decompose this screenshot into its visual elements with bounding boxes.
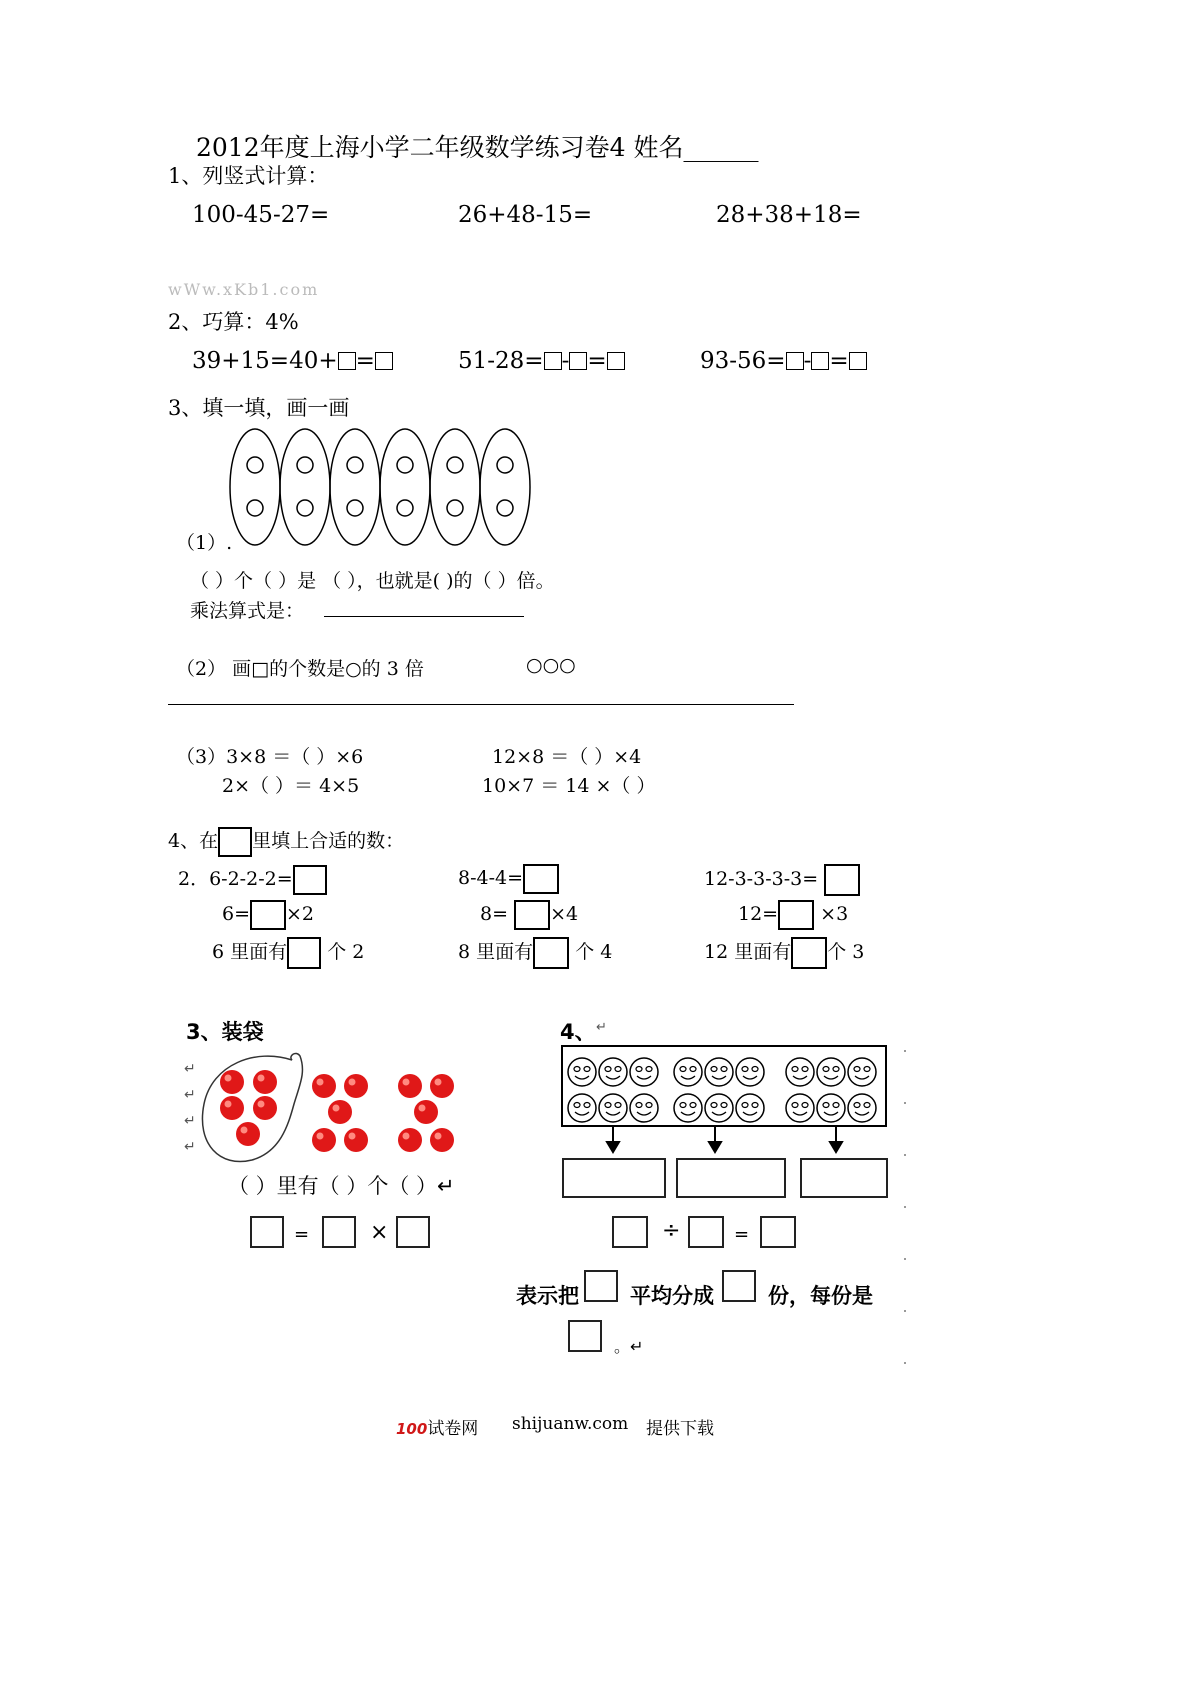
smiley-face-icon — [568, 1058, 596, 1086]
apple-icon — [253, 1096, 277, 1120]
smiley-face-icon — [630, 1058, 658, 1086]
drawing-line[interactable] — [168, 704, 794, 705]
dot — [904, 1154, 906, 1156]
smiley-face-icon — [705, 1058, 733, 1086]
q4-c3-r1-text: 12-3-3-3-3= — [704, 868, 819, 890]
q3-heading: 3、填一填，画一画 — [168, 396, 350, 420]
answer-box[interactable] — [849, 352, 867, 370]
q2-heading: 2、巧算：4% — [168, 310, 299, 334]
q4-c1-r1 — [178, 864, 327, 895]
q4-c2-r2 — [480, 900, 578, 930]
times-sign: × — [370, 1220, 389, 1245]
apple-icon — [312, 1128, 336, 1152]
answer-box[interactable] — [584, 1270, 618, 1302]
q4-c3-r3-post: 个 3 — [827, 941, 865, 963]
page-title: 2012年度上海小学二年级数学练习卷4 姓名______ — [196, 133, 759, 162]
q4-heading-pre: 4、在 — [168, 830, 219, 852]
oval-group — [480, 429, 530, 545]
return-mark: ↵ — [596, 1020, 607, 1035]
answer-box[interactable] — [824, 864, 860, 896]
answer-box[interactable] — [786, 352, 804, 370]
apple-icon — [344, 1074, 368, 1098]
q2-expr-2-text: 51-28= — [458, 348, 544, 374]
smiley-face-icon — [848, 1094, 876, 1122]
q4-c2-r2-post: ×4 — [550, 903, 579, 925]
watermark: wWw.xKb1.com — [168, 280, 320, 299]
q3-p3-d: 10×7 ＝ 14 ×（ ） — [482, 775, 656, 797]
oval-group — [430, 429, 480, 545]
apple-icon — [430, 1128, 454, 1152]
q3-p1-sentence: （ ）个（ ）是 （ ），也就是( )的（ ）倍。 — [190, 570, 555, 592]
dot — [904, 1206, 906, 1208]
apple-icon — [312, 1074, 336, 1098]
smiley-face-icon — [599, 1094, 627, 1122]
ovals-diagram — [226, 426, 536, 550]
equals-sign: = — [355, 348, 375, 374]
q3-p1-mult: 乘法算式是： — [190, 600, 305, 622]
apple-icon — [398, 1128, 422, 1152]
pic4-desc-b: 平均分成 — [630, 1284, 714, 1308]
minus-sign: - — [561, 348, 570, 374]
smiley-face-icon — [736, 1058, 764, 1086]
apple-icon — [344, 1128, 368, 1152]
pic4-label: 4、 — [560, 1020, 596, 1044]
dot — [904, 1258, 906, 1260]
answer-box[interactable] — [250, 900, 286, 930]
smiley-face-icon — [786, 1094, 814, 1122]
pic4-desc-a: 表示把 — [516, 1284, 579, 1308]
arrow-down-icon — [607, 1142, 619, 1152]
equals-sign: = — [294, 1224, 310, 1245]
q4-c3-r1 — [704, 864, 860, 896]
smiley-face-icon — [786, 1058, 814, 1086]
apple-icon — [220, 1096, 244, 1120]
q4-c2-r3 — [458, 937, 612, 969]
apple-icon — [236, 1122, 260, 1146]
group-box[interactable] — [676, 1158, 786, 1198]
q3-p3-a: （3）3×8 ＝（ ）×6 — [176, 746, 364, 768]
arrow-down-icon — [830, 1142, 842, 1152]
apple-icon — [253, 1070, 277, 1094]
answer-box[interactable] — [250, 1216, 284, 1248]
apple-icon — [430, 1074, 454, 1098]
apple-icon — [414, 1100, 438, 1124]
equals-sign: = — [734, 1224, 750, 1245]
q1-expr-2: 26+48-15= — [458, 202, 593, 228]
q4-c1-r3-pre: 6 里面有 — [212, 941, 288, 963]
q2-expr-2 — [458, 348, 625, 374]
q4-c1-r2-post: ×2 — [286, 903, 315, 925]
q4-c2-r3-pre: 8 里面有 — [458, 941, 534, 963]
smiley-face-icon — [674, 1058, 702, 1086]
q1-heading: 1、列竖式计算： — [168, 164, 329, 188]
q4-heading — [168, 826, 404, 857]
faces-diagram — [560, 1044, 890, 1156]
dot — [904, 1362, 906, 1364]
q3-p3-b: 12×8 ＝（ ）×4 — [492, 746, 642, 768]
pic3-sentence: （ ）里有（ ）个（ ）↵ — [228, 1174, 455, 1198]
smiley-face-icon — [674, 1094, 702, 1122]
smiley-face-icon — [568, 1094, 596, 1122]
answer-box[interactable] — [293, 865, 327, 895]
answer-box[interactable] — [523, 864, 559, 894]
smiley-face-icon — [736, 1094, 764, 1122]
footer — [396, 1414, 478, 1439]
smiley-face-icon — [817, 1058, 845, 1086]
apples-diagram — [196, 1046, 466, 1170]
answer-box[interactable] — [688, 1216, 724, 1248]
q4-c2-r3-post: 个 4 — [575, 941, 613, 963]
q2-expr-1 — [192, 348, 393, 374]
q3-p2-circles: ○○○ — [526, 654, 576, 676]
return-marks: ↵ ↵ ↵ ↵ — [184, 1061, 196, 1155]
answer-box[interactable] — [338, 352, 356, 370]
q3-p3-c: 2×（ ）＝ 4×5 — [222, 775, 360, 797]
q4-c1-r3 — [212, 937, 364, 969]
answer-box[interactable] — [568, 1320, 602, 1352]
apples — [220, 1070, 454, 1152]
apple-icon — [328, 1100, 352, 1124]
bag-outline — [202, 1053, 302, 1161]
smiley-face-icon — [599, 1058, 627, 1086]
answer-line[interactable] — [324, 616, 524, 617]
answer-box[interactable] — [612, 1216, 648, 1248]
q4-c1-r2 — [222, 900, 314, 930]
q4-c3-r3 — [704, 937, 864, 969]
pic4-desc-c: 份，每份是 — [768, 1284, 873, 1308]
q2-expr-3 — [700, 348, 867, 374]
answer-box[interactable] — [791, 937, 827, 969]
apple-icon — [398, 1074, 422, 1098]
minus-sign: - — [803, 348, 812, 374]
group-box[interactable] — [800, 1158, 888, 1198]
q4-c2-r2-pre: 8= — [480, 903, 509, 925]
pic4-period: 。↵ — [614, 1337, 644, 1356]
equals-sign: = — [829, 348, 849, 374]
oval-group — [280, 429, 330, 545]
q2-expr-3-text: 93-56= — [700, 348, 786, 374]
q1-expr-3: 28+38+18= — [716, 202, 862, 228]
q1-expr-1: 100-45-27= — [192, 202, 330, 228]
answer-box[interactable] — [778, 900, 814, 930]
q4-c2-r1-text: 8-4-4= — [458, 867, 524, 889]
answer-box[interactable] — [287, 937, 321, 969]
arrow-down-icon — [709, 1142, 721, 1152]
q4-c3-r3-pre: 12 里面有 — [704, 941, 792, 963]
answer-box[interactable] — [811, 352, 829, 370]
answer-box[interactable] — [375, 352, 393, 370]
dot — [904, 1310, 906, 1312]
answer-box[interactable] — [322, 1216, 356, 1248]
smiley-face-icon — [817, 1094, 845, 1122]
oval-group — [330, 429, 380, 545]
divide-sign: ÷ — [662, 1218, 681, 1243]
smiley-face-icon — [848, 1058, 876, 1086]
q4-c1-r1-text: 2．6-2-2-2= — [178, 868, 293, 890]
answer-box[interactable] — [722, 1270, 756, 1302]
answer-box[interactable] — [760, 1216, 796, 1248]
smiley-face-icon — [630, 1094, 658, 1122]
smiley-face-icon — [705, 1094, 733, 1122]
pic3-label: 3、装袋 — [186, 1020, 264, 1044]
arrows — [607, 1126, 842, 1152]
answer-box[interactable] — [514, 900, 550, 930]
dot — [904, 1050, 906, 1052]
answer-box[interactable] — [569, 352, 587, 370]
q4-c3-r2-post: ×3 — [820, 903, 849, 925]
apple-icon — [220, 1070, 244, 1094]
group-box[interactable] — [562, 1158, 666, 1198]
q4-heading-post: 里填上合适的数： — [252, 830, 405, 852]
q4-c3-r2 — [738, 900, 848, 930]
oval-group — [380, 429, 430, 545]
answer-box[interactable] — [533, 937, 569, 969]
q3-p2-label: （2） 画□的个数是○的 3 倍 — [176, 658, 424, 680]
equals-sign: = — [587, 348, 607, 374]
answer-box[interactable] — [396, 1216, 430, 1248]
answer-box[interactable] — [544, 352, 562, 370]
example-box — [218, 827, 252, 857]
answer-box[interactable] — [607, 352, 625, 370]
footer-note: 提供下载 — [646, 1419, 714, 1439]
q3-p1-label: （1）. — [176, 532, 233, 554]
q2-expr-1-text: 39+15=40+ — [192, 348, 338, 374]
dot — [904, 1102, 906, 1104]
q4-c1-r3-post: 个 2 — [327, 941, 365, 963]
site-url[interactable]: shijuanw.com — [512, 1414, 629, 1434]
site-logo: 100 — [396, 1420, 428, 1438]
q4-c1-r2-pre: 6= — [222, 903, 251, 925]
site-name: 试卷网 — [427, 1419, 479, 1439]
q4-c2-r1 — [458, 864, 559, 894]
q4-c3-r2-pre: 12= — [738, 903, 779, 925]
oval-group — [230, 429, 280, 545]
